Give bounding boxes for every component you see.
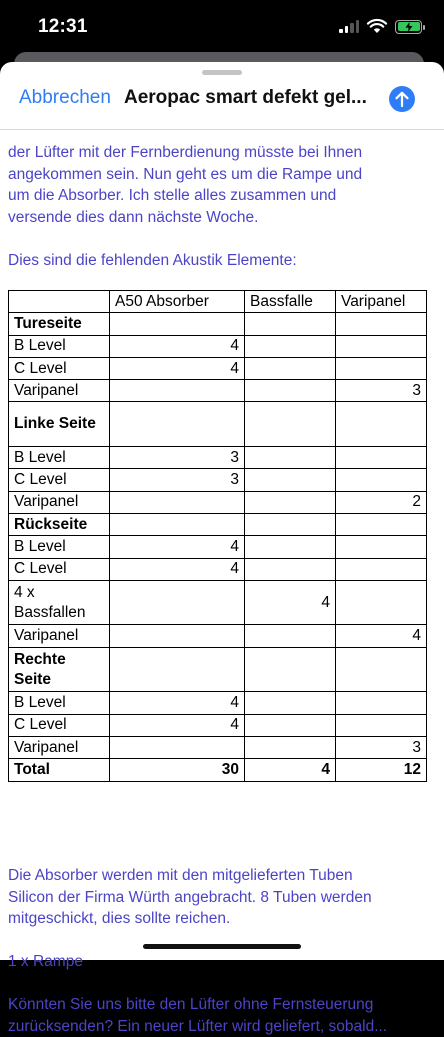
table-cell: Total — [9, 759, 110, 781]
table-header-cell: A50 Absorber — [110, 291, 245, 313]
table-cell: C Level — [9, 469, 110, 491]
table-cell: 30 — [110, 759, 245, 781]
table-cell: C Level — [9, 714, 110, 736]
table-header-cell — [9, 291, 110, 313]
table-cell: 4 — [110, 335, 245, 357]
table-cell — [336, 536, 427, 558]
table-cell — [336, 447, 427, 469]
body-paragraph: Dies sind die fehlenden Akustik Elemente: — [8, 251, 297, 269]
table-row — [9, 759, 427, 781]
table-row — [9, 447, 427, 469]
table-cell: B Level — [9, 536, 110, 558]
table-cell: Linke Seite — [9, 402, 110, 447]
table-row — [9, 580, 427, 625]
sheet-grabber[interactable] — [202, 70, 242, 75]
table-cell: Varipanel — [9, 491, 110, 513]
table-cell — [110, 313, 245, 335]
charging-bolt-icon — [405, 22, 413, 32]
send-button[interactable] — [389, 86, 415, 112]
table-cell: 3 — [110, 447, 245, 469]
table-row — [9, 313, 427, 335]
table-cell — [110, 380, 245, 402]
table-cell: Rückseite — [9, 513, 110, 535]
message-body[interactable] — [8, 142, 428, 271]
table-cell — [245, 625, 336, 647]
table-cell — [110, 736, 245, 758]
table-cell — [110, 625, 245, 647]
table-cell — [336, 692, 427, 714]
table-cell — [336, 335, 427, 357]
table-row — [9, 469, 427, 491]
wifi-icon — [367, 19, 387, 34]
table-cell — [336, 580, 427, 625]
table-header-row — [9, 291, 427, 313]
table-row — [9, 625, 427, 647]
table-cell: 3 — [336, 736, 427, 758]
message-subject: Aeropac smart defekt gel... — [124, 87, 367, 108]
table-cell — [245, 714, 336, 736]
table-cell — [245, 313, 336, 335]
table-cell: 3 — [110, 469, 245, 491]
table-cell — [245, 335, 336, 357]
table-cell — [245, 558, 336, 580]
table-cell: 4 — [245, 759, 336, 781]
table-cell — [336, 402, 427, 447]
status-time: 12:31 — [38, 16, 88, 37]
table-cell — [336, 469, 427, 491]
table-cell: 4 — [110, 558, 245, 580]
body-paragraph: Die Absorber werden mit den mitgelieferten Tuben Silicon der Firma Würth angebracht. 8 Tuben werden mitgeschickt, dies sollte reichen. — [8, 867, 372, 927]
table-cell — [110, 647, 245, 692]
table-header-cell: Varipanel — [336, 291, 427, 313]
table-cell: 4 — [110, 357, 245, 379]
table-header-cell: Bassfalle — [245, 291, 336, 313]
table-cell: 4 x Bassfallen — [9, 580, 110, 625]
table-cell — [336, 558, 427, 580]
table-cell — [245, 736, 336, 758]
cancel-button[interactable]: Abbrechen — [19, 87, 111, 108]
table-row — [9, 647, 427, 692]
table-cell: Rechte Seite — [9, 647, 110, 692]
table-cell — [110, 580, 245, 625]
table-cell: 3 — [336, 380, 427, 402]
acoustic-elements-table — [8, 290, 427, 782]
table-cell — [245, 357, 336, 379]
compose-sheet — [0, 62, 444, 1035]
table-cell: C Level — [9, 357, 110, 379]
cellular-signal-icon — [339, 20, 359, 33]
table-row — [9, 692, 427, 714]
table-cell — [336, 313, 427, 335]
table-cell: B Level — [9, 692, 110, 714]
table-cell: B Level — [9, 447, 110, 469]
table-cell: 12 — [336, 759, 427, 781]
table-row — [9, 335, 427, 357]
table-cell: B Level — [9, 335, 110, 357]
table-row — [9, 380, 427, 402]
table-cell: 4 — [110, 692, 245, 714]
table-row — [9, 714, 427, 736]
body-paragraph: der Lüfter mit der Fernberdienung müsste bei Ihnen angekommen sein. Nun geht es um die Rampe und um die Absorber. Ich stelle alles zusammen und versende dies dann nächste Woche. — [8, 144, 363, 226]
table-cell — [245, 513, 336, 535]
table-row — [9, 736, 427, 758]
battery-icon — [395, 20, 422, 34]
body-paragraph: 1 x Rampe — [8, 953, 83, 970]
compose-header — [0, 76, 444, 130]
table-cell — [245, 402, 336, 447]
table-cell — [245, 469, 336, 491]
table-cell: C Level — [9, 558, 110, 580]
table-row — [9, 558, 427, 580]
table-cell — [336, 714, 427, 736]
table-cell — [110, 491, 245, 513]
table-cell: Tureseite — [9, 313, 110, 335]
status-icons — [339, 19, 422, 34]
table-cell: 4 — [110, 536, 245, 558]
message-body-continued[interactable] — [8, 865, 428, 1037]
table-cell — [110, 513, 245, 535]
table-cell — [336, 357, 427, 379]
table-cell: Varipanel — [9, 380, 110, 402]
arrow-up-icon — [395, 91, 409, 107]
table-cell: Varipanel — [9, 736, 110, 758]
table-cell — [336, 513, 427, 535]
table-cell — [336, 647, 427, 692]
table-cell — [245, 647, 336, 692]
table-row — [9, 513, 427, 535]
table-cell: 4 — [245, 580, 336, 625]
table-row — [9, 402, 427, 447]
table-cell — [245, 536, 336, 558]
table-cell — [245, 491, 336, 513]
status-bar — [0, 0, 444, 56]
table-row — [9, 536, 427, 558]
table-cell — [245, 447, 336, 469]
table-cell: 4 — [336, 625, 427, 647]
home-indicator — [143, 944, 301, 949]
table-cell: 2 — [336, 491, 427, 513]
table-cell: 4 — [110, 714, 245, 736]
table-cell — [245, 692, 336, 714]
table-row — [9, 491, 427, 513]
table-cell — [110, 402, 245, 447]
table-cell — [245, 380, 336, 402]
body-paragraph: Könnten Sie uns bitte den Lüfter ohne Fernsteuerung zurücksenden? Ein neuer Lüfter wird geliefert, sobald... — [8, 996, 388, 1035]
table-row — [9, 357, 427, 379]
table-cell: Varipanel — [9, 625, 110, 647]
